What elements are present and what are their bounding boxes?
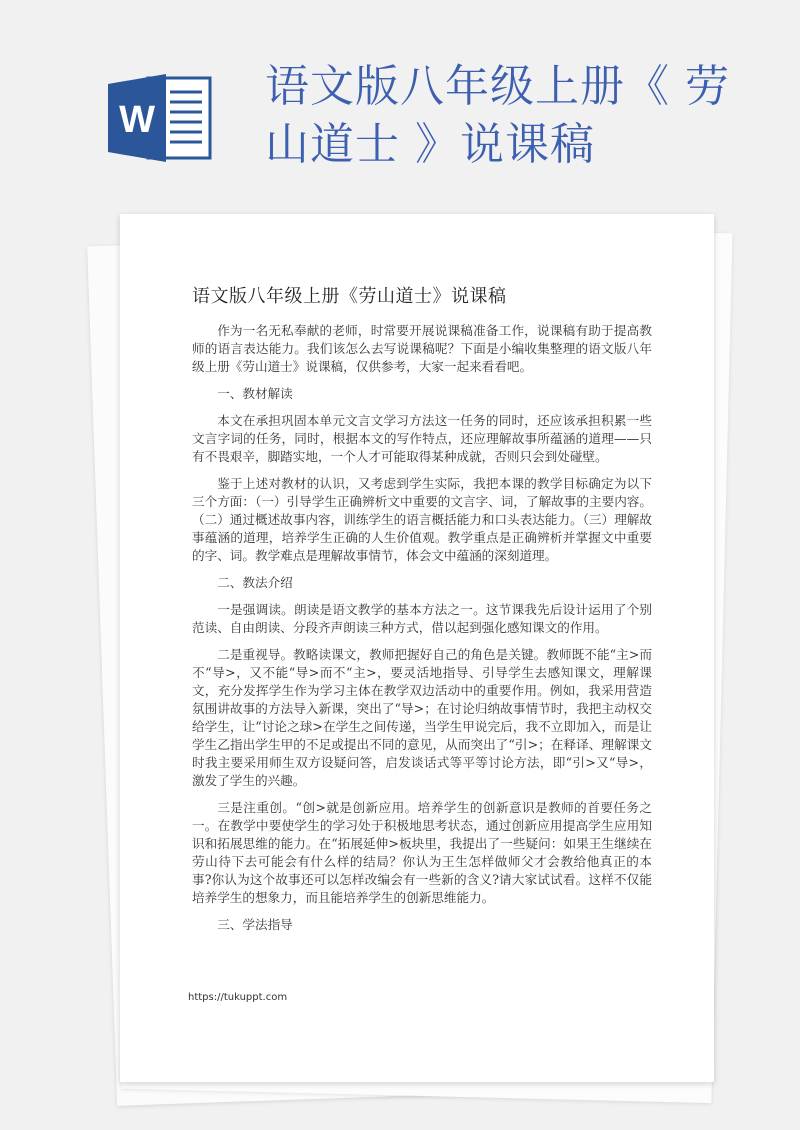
section-heading: 二、教法介绍 <box>217 575 293 590</box>
document-page <box>120 214 714 1082</box>
document-title: 语文版八年级上册《劳山道士》说课稿 <box>192 286 507 307</box>
footer-url[interactable]: https://tukuppt.com <box>188 992 288 1003</box>
paragraph: 三是注重创。“创>就是创新应用。培养学生的创新意识是教师的首要任务之一。在教学中要使学生的学习处于积极地思考状态，通过创新应用提高学生应用知识和拓展思维的能力。在“拓展延伸>板块里，我提出了一些疑问：如果王生继续在劳山待下去可能会有什么样的结局？你认为王生怎样做师父才会教给他真正的本事?你认为这个故事还可以怎样改编会有一些新的含义?请大家试试看。这样不仅能培养学生的想象力，而且能培养学生的创新思维能力。 <box>192 800 652 905</box>
document-body <box>192 322 652 943</box>
paragraph: 二是重视导。教略读课文，教师把握好自己的角色是关键。教师既不能“主>而不“导>，又不能“导>而不“主>，要灵活地指导、引导学生去感知课文，理解课文，充分发挥学生作为学习主体在教学双边活动中的重要作用。例如，我采用营造氛围讲故事的方法导入新课，突出了“导>；在讨论归纳故事情节时，我把主动权交给学生，让“讨论之球>在学生之间传递，当学生甲说完后，我不立即加入，而是让学生乙指出学生甲的不足或提出不同的意见，从而突出了“引>；在释译、理解课文时我主要采用师生双方设疑问答，启发谈话式等平等讨论方法，即“引>又“导>，激发了学生的兴趣。 <box>192 647 652 788</box>
paragraph-intro: 作为一名无私奉献的老师，时常要开展说课稿准备工作，说课稿有助于提高教师的语言表达能力。我们该怎么去写说课稿呢？下面是小编收集整理的语文版八年级上册《劳山道士》说课稿，仅供参考，大家一起来看看吧。 <box>192 323 652 374</box>
paragraph: 鉴于上述对教材的认识，又考虑到学生实际，我把本课的教学目标确定为以下三个方面：（一）引导学生正确辨析文中重要的文言字、词，了解故事的主要内容。（二）通过概述故事内容，训练学生的语言概括能力和口头表达能力。（三）理解故事蕴涵的道理，培养学生正确的人生价值观。教学重点是正确辨析并掌握文中重要的字、词。教学难点是理解故事情节，体会文中蕴涵的深刻道理。 <box>192 476 652 563</box>
page-title: 语文版八年级上册《 劳山道士 》说课稿 <box>265 61 730 170</box>
paragraph: 一是强调读。朗读是语文教学的基本方法之一。这节课我先后设计运用了个别范读、自由朗读、分段齐声朗读三种方式，借以起到强化感知课文的作用。 <box>192 602 652 635</box>
paragraph: 本文在承担巩固本单元文言文学习方法这一任务的同时，还应该承担积累一些文言字词的任务，同时，根据本文的写作特点，还应理解故事所蕴涵的道理——只有不畏艰辛，脚踏实地，一个人才可能取得某种成就，否则只会到处碰壁。 <box>192 413 652 464</box>
header <box>0 0 800 210</box>
section-heading: 一、教材解读 <box>217 386 293 401</box>
word-document-icon <box>108 72 214 164</box>
word-icon-letter: W <box>119 99 155 141</box>
section-heading: 三、学法指导 <box>217 917 293 932</box>
